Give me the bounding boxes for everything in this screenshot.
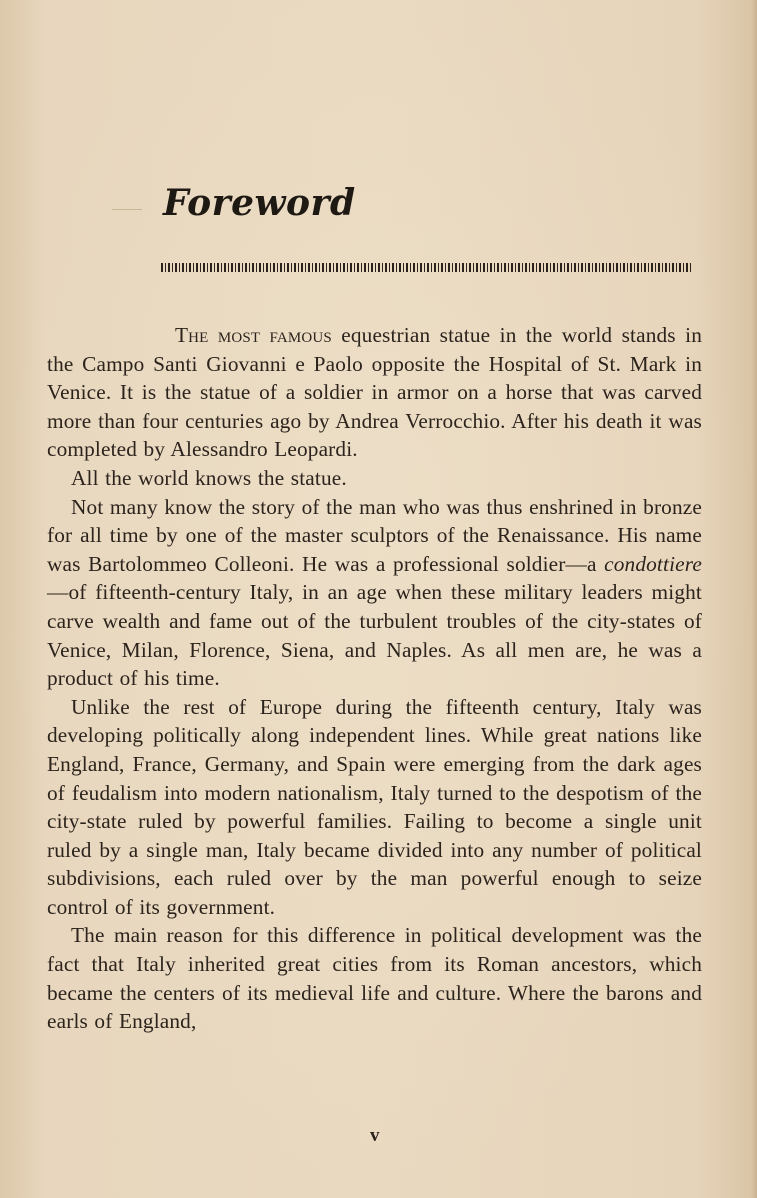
paragraph-3-text-before: Not many know the story of the man who was thus enshrined in bronze for all time by one of the master sculptors of the Renaissance. His name was Bartolommeo Colleoni. He was a professional soldier—a [47,494,702,576]
paragraph-3 [47,493,702,693]
paragraph-lead-smallcaps: The most famous [175,323,332,347]
heading-dash-mark [112,209,142,210]
paragraph-1 [47,321,702,464]
paragraph-5: The main reason for this difference in political development was the fact that Italy inherited great cities from its Roman ancestors, which became the centers of its medieval life and culture. Where the barons and earls of England, [47,923,702,1034]
paragraph-1-text: equestrian statue in the world stands in the Campo Santi Giovanni e Paolo opposite the Hospital of St. Mark in Venice. It is the statue of a soldier in armor on a horse that was carved more than four centuries ago by Andrea Verrocchio. After his death it was completed by Alessandro Leopardi. [47,323,702,462]
body-text [47,321,702,1036]
ornamental-rule [161,263,691,272]
paragraph-3-text-after: —of fifteenth-century Italy, in an age when these military leaders might carve wealth and fame out of the turbulent troubles of the city-states of Venice, Milan, Florence, Siena, and Naples. As all men are, he was a product of his time. [47,580,702,691]
paragraph-4: Unlike the rest of Europe during the fifteenth century, Italy was developing politically along independent lines. While great nations like England, France, Germany, and Spain were emerging from the dark ages of feudalism into modern nationalism, Italy turned to the despotism of the city-state ruled by powerful families. Failing to become a single unit ruled by a single man, Italy became divided into any number of political subdivisions, each ruled over by the man powerful enough to seize control of its government. [47,694,702,919]
page-edge-shadow [751,0,757,1198]
paragraph-2: All the world knows the statue. [71,465,347,490]
chapter-title: Foreword [163,182,356,224]
page-number: v [370,1125,381,1146]
condottiere-italic: condottiere [604,551,702,576]
